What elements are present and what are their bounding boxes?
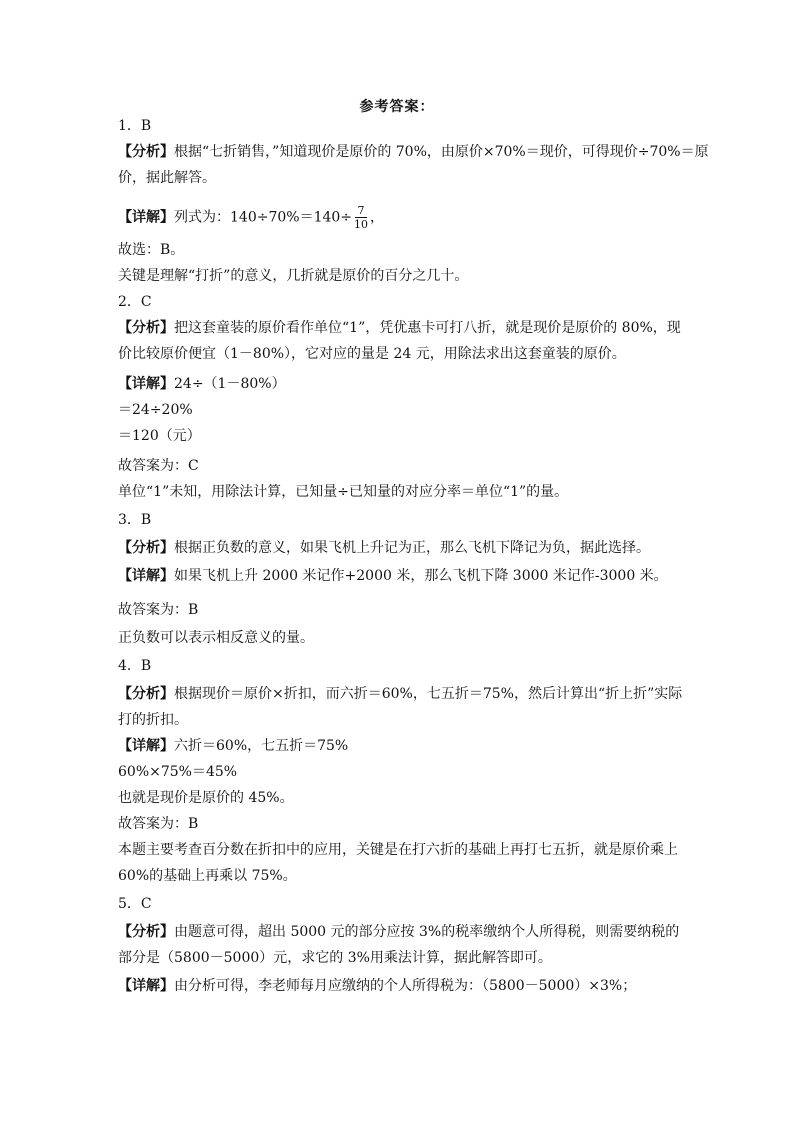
page-title: 参考答案： <box>359 99 435 115</box>
section-tag: 【分析】 <box>118 144 174 160</box>
line-text: 60%的基础上再乘以 75%。 <box>118 868 297 884</box>
answer-line <box>118 948 688 968</box>
answer-line <box>118 762 688 782</box>
line-text: 24÷（1－80%） <box>174 376 286 392</box>
answer-line <box>118 426 688 446</box>
answer-line <box>118 566 688 586</box>
answer-line <box>118 922 688 942</box>
answer-line <box>118 266 688 286</box>
answer-line <box>118 344 688 364</box>
line-text: 关键是理解“打折”的意义，几折就是原价的百分之几十。 <box>118 268 469 284</box>
line-text: 5．C <box>118 896 152 912</box>
fraction <box>354 204 368 231</box>
answer-line <box>118 600 688 620</box>
answer-line <box>118 710 688 730</box>
answer-line <box>118 538 688 558</box>
answer-line <box>118 168 688 188</box>
line-text: 正负数可以表示相反意义的量。 <box>118 630 314 646</box>
line-text: 也就是现价是原价的 45%。 <box>118 790 294 806</box>
line-text: 列式为：140÷70%＝140÷ <box>174 209 353 226</box>
answer-line <box>118 840 688 860</box>
answer-line <box>118 204 688 231</box>
answer-line <box>118 318 688 338</box>
line-text: 1．B <box>118 118 152 134</box>
line-text: ＝24÷20% <box>118 402 193 418</box>
section-tag: 【详解】 <box>118 568 174 584</box>
answer-line <box>118 510 688 530</box>
line-text: 故答案为：C <box>118 458 199 474</box>
line-text: 打的折扣。 <box>118 712 188 728</box>
fraction-numerator: 7 <box>357 204 365 217</box>
line-text-after: ， <box>370 209 385 226</box>
answer-line <box>118 788 688 808</box>
line-text: 根据正负数的意义，如果飞机上升记为正，那么飞机下降记为负，据此选择。 <box>174 540 650 556</box>
answer-line <box>118 142 709 162</box>
section-tag: 【详解】 <box>118 738 174 754</box>
line-text: 60%×75%＝45% <box>118 764 238 780</box>
section-tag: 【分析】 <box>118 320 174 336</box>
line-text: 由分析可得，李老师每月应缴纳的个人所得税为：（5800－5000）×3%； <box>174 978 637 994</box>
line-text: 3．B <box>118 512 152 528</box>
line-text: 根据“七折销售，”知道现价是原价的 70%，由原价×70%＝现价，可得现价÷70%＝原 <box>174 144 709 160</box>
line-text: 价比较原价便宜（1－80%），它对应的量是 24 元，用除法求出这套童装的原价。 <box>118 346 626 362</box>
answer-line <box>118 240 688 260</box>
line-text: 部分是（5800－5000）元，求它的 3%用乘法计算，据此解答即可。 <box>118 950 552 966</box>
section-tag: 【分析】 <box>118 924 174 940</box>
line-text: 六折＝60%，七五折＝75% <box>174 738 349 754</box>
line-text: 价，据此解答。 <box>118 170 216 186</box>
section-tag: 【分析】 <box>118 540 174 556</box>
line-text: 把这套童装的原价看作单位“1”，凭优惠卡可打八折，就是现价是原价的 80%，现 <box>174 320 681 336</box>
line-text: ＝120（元） <box>118 428 201 444</box>
line-text: 根据现价＝原价×折扣，而六折＝60%，七五折＝75%，然后计算出“折上折”实际 <box>174 686 683 702</box>
line-text: 4．B <box>118 658 152 674</box>
answer-line <box>118 684 688 704</box>
answer-line <box>118 656 688 676</box>
answer-line <box>118 292 688 312</box>
answer-line <box>118 116 688 136</box>
section-tag: 【详解】 <box>118 209 174 226</box>
line-text: 本题主要考查百分数在折扣中的应用，关键是在打六折的基础上再打七五折，就是原价乘上 <box>118 842 678 858</box>
answer-line <box>118 374 688 394</box>
answer-line <box>118 894 688 914</box>
answer-line <box>118 456 688 476</box>
line-text: 故答案为：B <box>118 816 199 832</box>
line-text: 如果飞机上升 2000 米记作+2000 米，那么飞机下降 3000 米记作-3000 米。 <box>174 568 668 584</box>
section-tag: 【详解】 <box>118 376 174 392</box>
answer-line <box>118 976 688 996</box>
line-text: 单位“1”未知，用除法计算，已知量÷已知量的对应分率＝单位“1”的量。 <box>118 484 569 500</box>
line-text: 故选：B。 <box>118 242 185 258</box>
section-tag: 【分析】 <box>118 686 174 702</box>
answer-line <box>118 400 688 420</box>
answer-line <box>118 482 688 502</box>
fraction-denominator: 10 <box>354 218 369 231</box>
answer-line <box>118 866 688 886</box>
line-text: 故答案为：B <box>118 602 199 618</box>
line-text: 由题意可得，超出 5000 元的部分应按 3%的税率缴纳个人所得税，则需要纳税的 <box>174 924 680 940</box>
section-tag: 【详解】 <box>118 978 174 994</box>
line-text: 2．C <box>118 294 152 310</box>
answer-line <box>118 814 688 834</box>
answer-line <box>118 736 688 756</box>
answer-line <box>118 628 688 648</box>
